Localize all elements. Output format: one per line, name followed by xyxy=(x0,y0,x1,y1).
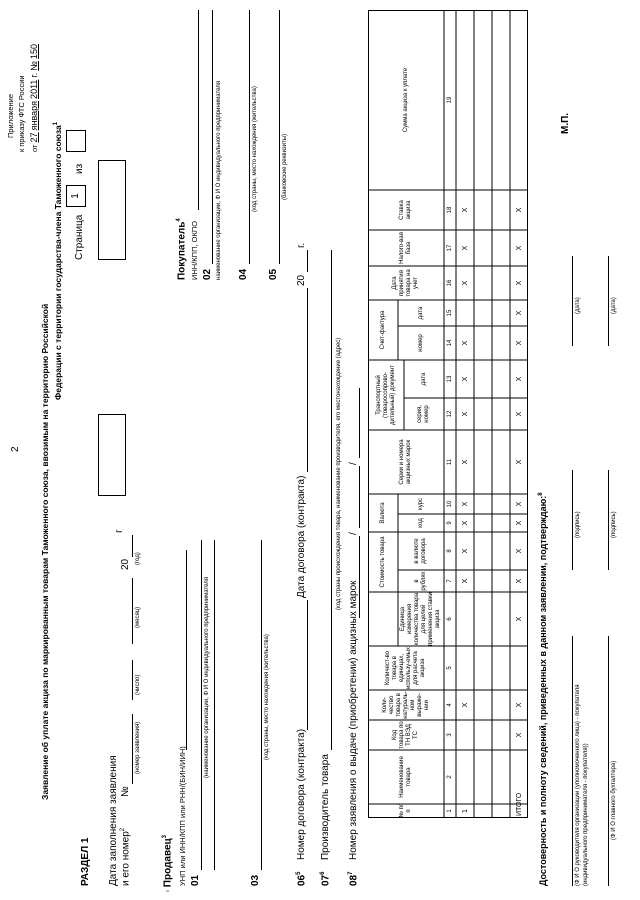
appendix-year: 2011 xyxy=(29,79,39,99)
seller-cap-address: (код страны, место нахождения (жительства) xyxy=(264,634,270,760)
filling-number-line[interactable] xyxy=(132,714,133,784)
application-label: Номер заявления о выдаче (приобретении) акцизных марок xyxy=(348,580,359,860)
seller-id-label: УНП или ИНН/КПП или РНН/(БИН/ИИН) xyxy=(178,746,187,886)
filling-num-footnote: 2 xyxy=(120,827,126,832)
contract-num-text: 06 xyxy=(296,874,308,886)
hdr-c15: дата xyxy=(417,306,424,320)
sign1-line[interactable] xyxy=(572,470,573,570)
appendix-number: 150 xyxy=(29,43,39,59)
filling-g: г xyxy=(114,529,125,533)
num-c19: 19 xyxy=(446,96,453,104)
total-x-c14: X xyxy=(515,340,523,346)
hdr-c1: № п/п xyxy=(399,804,412,818)
appendix-month: января xyxy=(29,101,39,131)
buyer-cap-bank: (банковские реквизиты) xyxy=(282,133,288,200)
buyer-title xyxy=(176,218,187,280)
total-x-c6: X xyxy=(515,616,523,622)
contract-date-label: Дата договора (контракта) xyxy=(296,475,307,598)
hdr-cost: Стоимость товара xyxy=(379,536,386,588)
total-x-c16: X xyxy=(515,280,523,286)
buyer-f05: 05 xyxy=(268,268,279,280)
num-c9: 9 xyxy=(446,521,453,525)
buyer-name-line[interactable] xyxy=(212,10,213,264)
application-slash-2: / xyxy=(348,462,359,465)
cap-accountant: (Ф И О главного бухгалтера) xyxy=(611,760,617,840)
total-x-c9: X xyxy=(515,520,523,526)
cap-head2: (индивидуального предпринимателя - покупателя)) xyxy=(583,743,589,886)
hdr-invoice: Счет-фактура xyxy=(379,310,386,350)
contract-year-line[interactable] xyxy=(307,250,308,272)
total-x-c3: X xyxy=(515,732,523,738)
application-slash-1: / xyxy=(348,532,359,535)
buyer-id-label: ИНН/КПП, ОКПО xyxy=(190,220,199,280)
num-c3: 3 xyxy=(446,733,453,737)
filling-num-text: и его номер xyxy=(120,831,132,886)
row1-x-c9: X xyxy=(461,520,469,526)
row1-x-c12: X xyxy=(461,411,469,417)
num-c17: 17 xyxy=(446,244,453,252)
buyer-bank-line[interactable] xyxy=(279,10,280,264)
hdr-c9: код xyxy=(417,518,424,528)
hdr-transport: Транспортный (товаросопрово-дительный) документ xyxy=(375,365,396,425)
sign2-line[interactable] xyxy=(608,470,609,570)
page-number: 2 xyxy=(10,446,21,452)
hdr-c16: Дата принятия товара на учет xyxy=(392,269,419,297)
page-of-label: из xyxy=(74,163,85,174)
seller-id-line[interactable] xyxy=(186,550,187,750)
application-line-1[interactable] xyxy=(359,536,360,618)
num-c8: 8 xyxy=(446,549,453,553)
title-footnote: 1 xyxy=(53,121,60,126)
num-c4: 4 xyxy=(446,703,453,707)
cap-head1: (Ф И О руководителя организации (уполномоченного лица) - покупателя xyxy=(575,684,581,886)
hdr-c3: Код товара по ТН ВЭД ТС xyxy=(392,721,419,749)
filling-no-sign: № xyxy=(120,786,131,797)
total-x-c11: X xyxy=(515,459,523,465)
row1-x-c7: X xyxy=(461,578,469,584)
hdr-currency: Валюта xyxy=(379,502,386,524)
seller-f03: 03 xyxy=(250,874,261,886)
total-x-c15: X xyxy=(515,310,523,316)
title-line2 xyxy=(53,122,63,400)
cap-day: (число) xyxy=(135,674,141,695)
num-c18: 18 xyxy=(446,206,453,214)
accountant-line[interactable] xyxy=(608,636,609,886)
cap-month: (месяц) xyxy=(135,606,141,628)
cap-year: (год) xyxy=(135,552,141,565)
appendix-day: 27 xyxy=(29,132,39,143)
date2-line[interactable] xyxy=(608,256,609,346)
row1-x-c14: X xyxy=(461,340,469,346)
filling-box-2[interactable] xyxy=(98,160,126,260)
seller-f01: 01 xyxy=(190,874,201,886)
producer-caption: (код страны происхождения товара, наименование производителя, его местонахождение (адрес) xyxy=(336,337,342,610)
total-x-c10: X xyxy=(515,501,523,507)
total-x-c8: X xyxy=(515,548,523,554)
hdr-c19: Сумма акциза к уплате xyxy=(402,67,409,133)
num-c2: 2 xyxy=(446,775,453,779)
total-label: ИТОГО xyxy=(515,792,523,816)
total-x-c18: X xyxy=(515,207,523,213)
filling-num-label xyxy=(120,828,131,886)
seller-name-line[interactable] xyxy=(201,540,202,870)
hdr-c5: Количест-во товара в единицах, использу-емых для расчета акциза xyxy=(385,647,426,689)
total-x-c12: X xyxy=(515,411,523,417)
date1-line[interactable] xyxy=(572,256,573,346)
cap-sign2: (подпись) xyxy=(611,511,617,538)
page-total-box[interactable] xyxy=(66,130,86,152)
seller-footnote: 3 xyxy=(162,834,168,839)
confirm-text xyxy=(538,492,548,886)
hdr-c12: серия, номер xyxy=(417,405,430,423)
filling-date-label: Дата заполнения заявления xyxy=(108,755,119,886)
num-c11: 11 xyxy=(446,458,453,466)
stamp-mp: М.П. xyxy=(560,112,571,134)
buyer-cap-address: (код страны, место нахождения (жительства) xyxy=(252,86,258,212)
buyer-cap-name: наименование организации, Ф И О индивидуального предпринимателя xyxy=(216,80,222,280)
num-c1: 1 xyxy=(446,809,453,813)
total-x-c13: X xyxy=(515,376,523,382)
application-num-text: 08 xyxy=(348,874,360,886)
num-c14: 14 xyxy=(446,339,453,347)
buyer-footnote: 4 xyxy=(176,218,182,222)
row1-x-c17: X xyxy=(461,245,469,251)
confirm-text-body: Достоверность и полноту сведений, приведенных в данном заявлении, подтверждаю: xyxy=(538,495,548,886)
row1-x-c18: X xyxy=(461,207,469,213)
contract-year-prefix: 20 xyxy=(296,274,307,286)
title-line1: Заявление об уплате акциза по маркированным товарам Таможенного союза, ввозимым на территорию Российской xyxy=(40,303,50,800)
producer-num xyxy=(320,872,331,886)
application-line-2[interactable] xyxy=(359,466,360,528)
appendix-line1: Приложение xyxy=(6,94,15,138)
num-c16: 16 xyxy=(446,279,453,287)
application-num xyxy=(348,872,359,886)
filling-month-line[interactable] xyxy=(132,578,133,644)
total-x-c4: X xyxy=(515,702,523,708)
buyer-f02: 02 xyxy=(202,268,213,280)
hdr-c13: дата xyxy=(420,372,427,386)
page-label: Страница xyxy=(74,214,85,260)
title-line2-text: Федерации с территории государства-члена Таможенного союза xyxy=(53,125,63,400)
appendix-no-sign: № xyxy=(29,61,39,71)
contract-number-line[interactable] xyxy=(307,600,308,730)
hdr-c14: номер xyxy=(417,334,424,352)
buyer-f04: 04 xyxy=(238,268,249,280)
hdr-c4: Коли-чество товара в натураль-ном выраже-нии xyxy=(381,691,430,719)
num-c5: 5 xyxy=(446,666,453,670)
buyer-id-line[interactable] xyxy=(198,10,199,210)
contract-num-sup: 5 xyxy=(296,871,302,875)
hdr-c11: Серии и номера акцизных марок xyxy=(399,439,412,485)
hdr-c6: Единица измерения количества товара для целей применения ставки акциза xyxy=(400,592,441,646)
cap-date1: (дата) xyxy=(575,297,581,314)
total-x-c17: X xyxy=(515,245,523,251)
num-c10: 10 xyxy=(446,500,453,508)
confirm-footnote: 8 xyxy=(538,492,544,496)
num-c7: 7 xyxy=(446,579,453,583)
contract-label: Номер договора (контракта) xyxy=(296,728,307,860)
hdr-c2: Наименование товара xyxy=(399,756,412,798)
num-c13: 13 xyxy=(446,375,453,383)
appendix-date xyxy=(29,44,39,152)
seller-title xyxy=(162,835,173,892)
hdr-c10: курс xyxy=(417,498,424,510)
row1-x-c11: X xyxy=(461,459,469,465)
num-c12: 12 xyxy=(446,410,453,418)
seller-address-line[interactable] xyxy=(261,540,262,870)
contract-g: г. xyxy=(296,242,307,248)
seller-title-text: Продавец xyxy=(162,838,174,888)
producer-num-text: 07 xyxy=(320,874,332,886)
seller-name-line-2[interactable] xyxy=(214,540,215,870)
row1-x-c8: X xyxy=(461,548,469,554)
page-value-box[interactable]: 1 xyxy=(66,185,86,207)
application-num-sup: 7 xyxy=(348,871,354,875)
appendix-date-prefix: от xyxy=(30,144,39,152)
buyer-address-line[interactable] xyxy=(249,10,250,264)
filling-year-line[interactable] xyxy=(132,535,133,557)
producer-label: Производитель товара xyxy=(320,754,331,860)
row1-x-c4: X xyxy=(461,702,469,708)
head-name-line[interactable] xyxy=(572,636,573,886)
hdr-c8: в валюте договора xyxy=(414,538,427,564)
goods-table xyxy=(368,10,528,818)
filling-day-line[interactable] xyxy=(132,660,133,700)
cap-sign1: (подпись) xyxy=(575,511,581,538)
cap-number: (номер заявления) xyxy=(135,721,141,774)
cap-date2: (дата) xyxy=(611,297,617,314)
seller-cap-name: (наименование организации, Ф И О индивидуального предпринимателя xyxy=(204,576,210,778)
row1-num[interactable]: 1 xyxy=(461,809,469,813)
row1-x-c13: X xyxy=(461,376,469,382)
buyer-title-text: Покупатель xyxy=(176,221,188,280)
row1-x-c16: X xyxy=(461,280,469,286)
producer-num-sup: 6 xyxy=(320,871,326,875)
application-line-3[interactable] xyxy=(359,388,360,458)
section-title: РАЗДЕЛ 1 xyxy=(80,837,91,886)
num-c15: 15 xyxy=(446,309,453,317)
seller-marker: ¹ xyxy=(166,890,173,892)
hdr-c7: в рублях xyxy=(414,571,427,591)
appendix-g: г. xyxy=(29,72,39,78)
hdr-c18: Ставка акциза xyxy=(399,200,412,220)
contract-num xyxy=(296,872,307,886)
hdr-c17: Налого-вая база xyxy=(399,232,412,264)
filling-box-1[interactable] xyxy=(98,414,126,496)
num-c6: 6 xyxy=(446,617,453,621)
contract-date-line[interactable] xyxy=(307,288,308,472)
filling-year-prefix: 20 xyxy=(120,558,131,570)
row1-x-c10: X xyxy=(461,501,469,507)
producer-line[interactable] xyxy=(331,250,332,750)
total-x-c7: X xyxy=(515,578,523,584)
appendix-line2: к приказу ФТС России xyxy=(17,75,26,152)
